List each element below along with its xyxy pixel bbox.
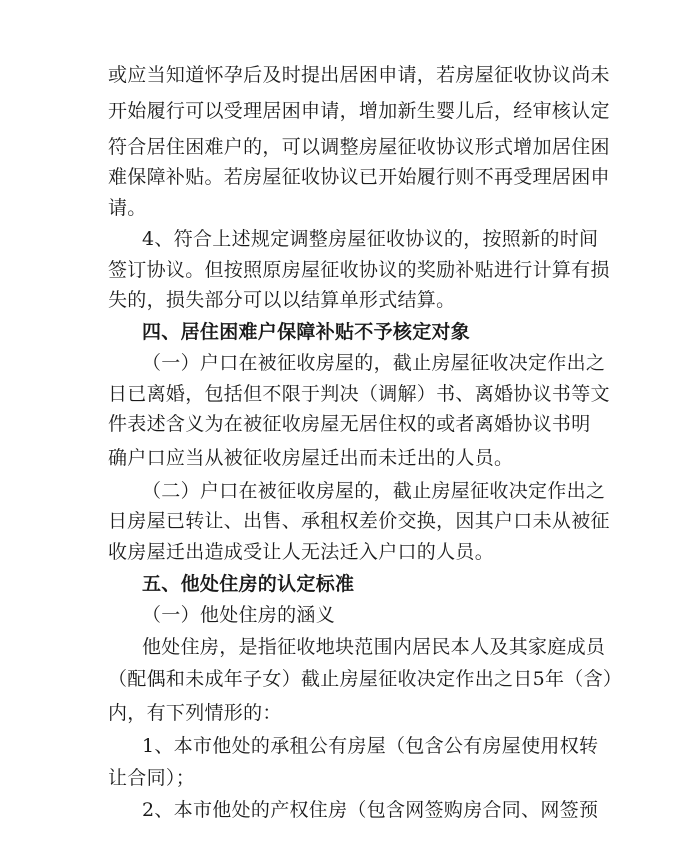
paragraph-line: 失的，损失部分可以以结算单形式结算。 [108, 289, 456, 311]
paragraph-line: 收房屋迁出造成受让人无法迁入户口的人员。 [108, 541, 495, 563]
paragraph-line: 符合居住困难户的，可以调整房屋征收协议形式增加居住困 [108, 136, 610, 158]
section-heading: 五、他处住房的认定标准 [142, 573, 355, 595]
list-item-line: 1、本市他处的承租公有房屋（包含公有房屋使用权转 [142, 735, 599, 757]
paragraph-line: 请。 [108, 197, 147, 219]
paragraph-line: 他处住房，是指征收地块范围内居民本人及其家庭成员 [142, 636, 606, 658]
list-item-line: 让合同）； [108, 767, 196, 789]
paragraph-line: 或应当知道怀孕后及时提出居困申请，若房屋征收协议尚未 [108, 64, 610, 86]
paragraph-line: （配偶和未成年子女）截止房屋征收决定作出之日5年（含） [108, 668, 623, 690]
subsection-heading: （一）他处住房的涵义 [142, 604, 336, 626]
paragraph-line: 4、符合上述规定调整房屋征收协议的，按照新的时间 [142, 228, 599, 250]
paragraph-line: 难保障补贴。若房屋征收协议已开始履行则不再受理居困申 [108, 166, 610, 188]
paragraph-line: （二）户口在被征收房屋的，截止房屋征收决定作出之 [142, 480, 606, 502]
paragraph-line: （一）户口在被征收房屋的，截止房屋征收决定作出之 [142, 352, 606, 374]
paragraph-line: 日已离婚，包括但不限于判决（调解）书、离婚协议书等文 [108, 383, 610, 405]
paragraph-line: 签订协议。但按照原房屋征收协议的奖励补贴进行计算有损 [108, 259, 610, 281]
paragraph-line: 件表述含义为在被征收房屋无居住权的或者离婚协议书明 [108, 413, 591, 435]
paragraph-line: 内，有下列情形的： [108, 702, 282, 724]
list-item-line: 2、本市他处的产权住房（包含网签购房合同、网签预 [142, 799, 599, 821]
section-heading: 四、居住困难户保障补贴不予核定对象 [142, 321, 471, 343]
paragraph-line: 确户口应当从被征收房屋迁出而未迁出的人员。 [108, 447, 514, 469]
paragraph-line: 日房屋已转让、出售、承租权差价交换，因其户口未从被征 [108, 510, 610, 532]
paragraph-line: 开始履行可以受理居困申请，增加新生婴儿后，经审核认定 [108, 100, 610, 122]
